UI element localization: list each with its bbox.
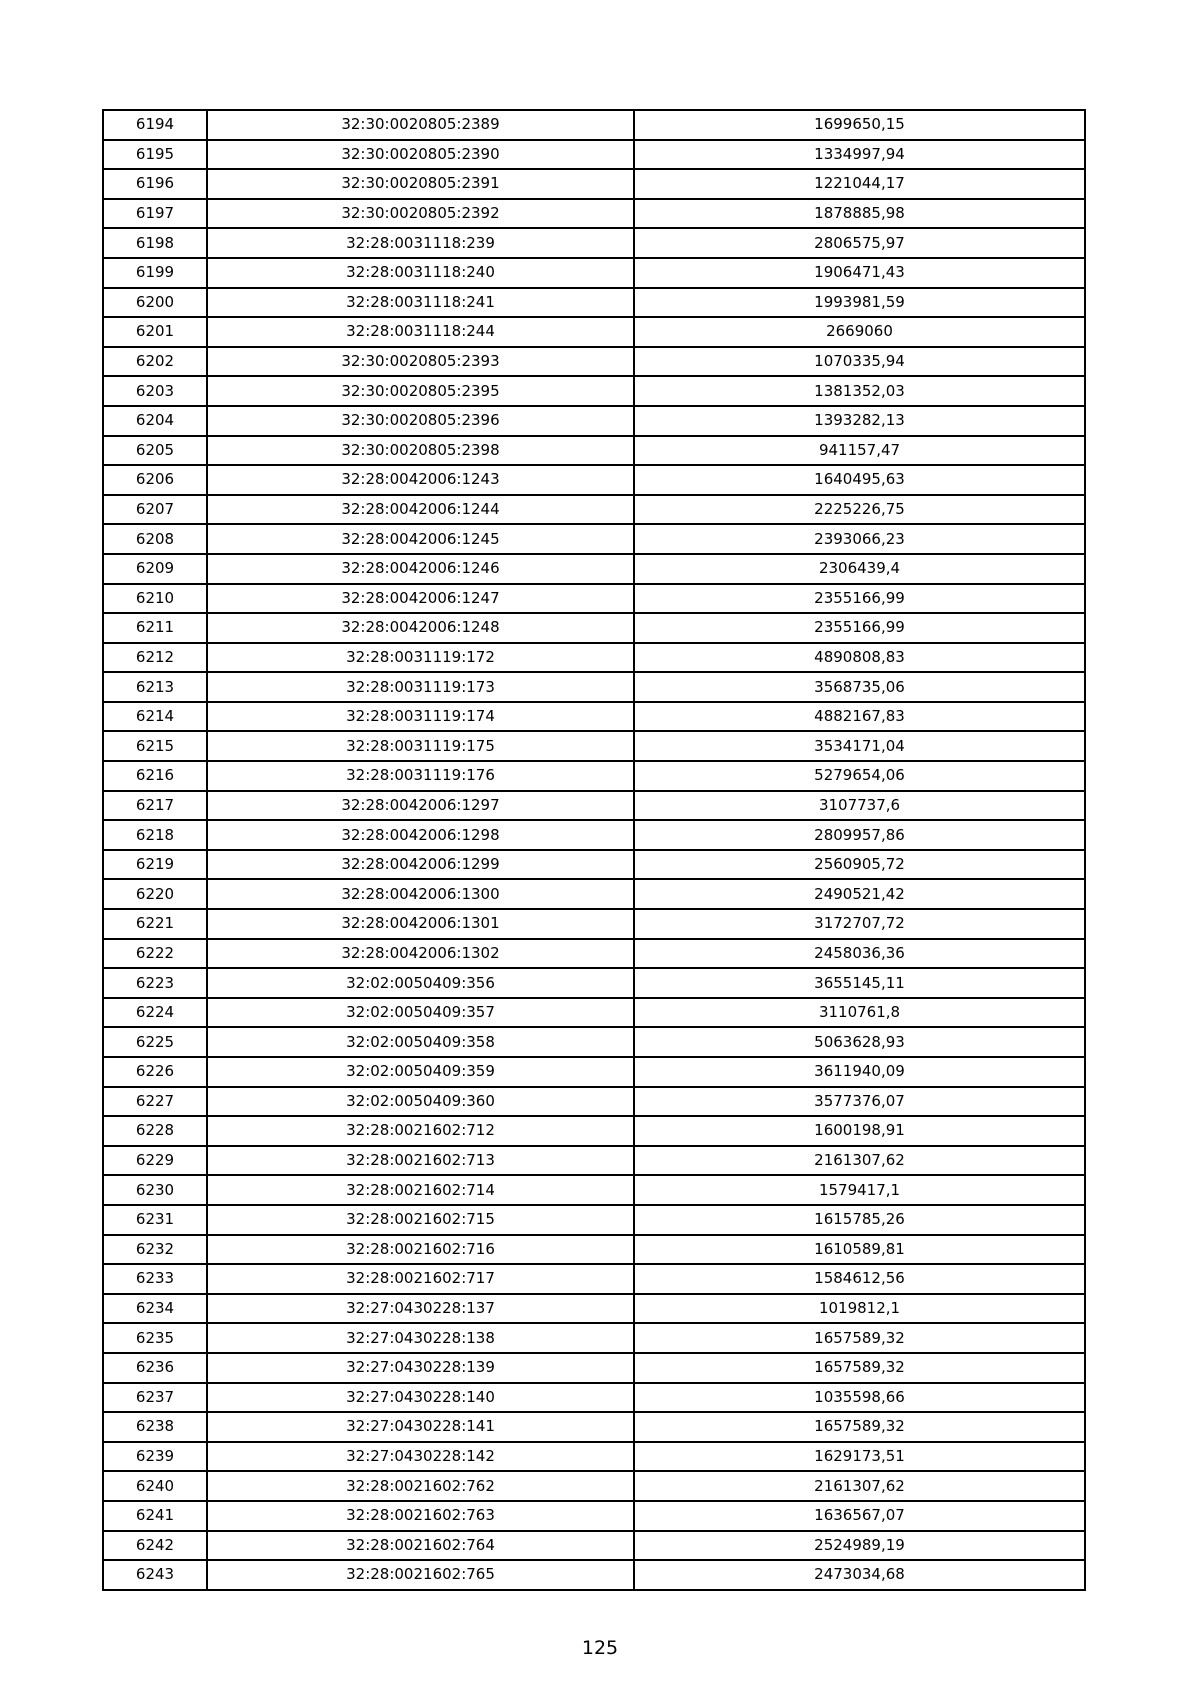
row-number-cell: 6195 (103, 140, 207, 170)
cadastral-number-cell: 32:28:0031119:176 (207, 761, 634, 791)
row-number-cell: 6234 (103, 1294, 207, 1324)
cadastral-number-cell: 32:28:0042006:1243 (207, 465, 634, 495)
table-row (103, 761, 1085, 791)
row-number-cell: 6214 (103, 702, 207, 732)
cadastral-value-cell: 1657589,32 (634, 1353, 1085, 1383)
cadastral-number-cell: 32:27:0430228:137 (207, 1294, 634, 1324)
cadastral-number-cell: 32:28:0042006:1298 (207, 820, 634, 850)
cadastral-value-cell: 3568735,06 (634, 672, 1085, 702)
row-number-cell: 6196 (103, 169, 207, 199)
cadastral-value-cell: 1584612,56 (634, 1264, 1085, 1294)
cadastral-value-cell: 2161307,62 (634, 1146, 1085, 1176)
cadastral-number-cell: 32:27:0430228:138 (207, 1323, 634, 1353)
cadastral-value-cell: 1878885,98 (634, 199, 1085, 229)
cadastral-value-cell: 2473034,68 (634, 1560, 1085, 1590)
row-number-cell: 6235 (103, 1323, 207, 1353)
cadastral-value-cell: 1019812,1 (634, 1294, 1085, 1324)
table-row (103, 1087, 1085, 1117)
cadastral-value-cell: 3110761,8 (634, 998, 1085, 1028)
cadastral-value-cell: 2669060 (634, 317, 1085, 347)
row-number-cell: 6243 (103, 1560, 207, 1590)
row-number-cell: 6230 (103, 1175, 207, 1205)
table-row (103, 436, 1085, 466)
cadastral-number-cell: 32:28:0021602:714 (207, 1175, 634, 1205)
table-row (103, 850, 1085, 880)
row-number-cell: 6209 (103, 554, 207, 584)
cadastral-value-cell: 2490521,42 (634, 879, 1085, 909)
row-number-cell: 6224 (103, 998, 207, 1028)
table-row (103, 939, 1085, 969)
cadastral-value-cell: 1993981,59 (634, 288, 1085, 318)
row-number-cell: 6213 (103, 672, 207, 702)
cadastral-number-cell: 32:28:0021602:764 (207, 1531, 634, 1561)
table-row (103, 1264, 1085, 1294)
table-row (103, 1116, 1085, 1146)
row-number-cell: 6229 (103, 1146, 207, 1176)
table-row (103, 1471, 1085, 1501)
table-row (103, 643, 1085, 673)
cadastral-number-cell: 32:27:0430228:142 (207, 1442, 634, 1472)
table-row (103, 1323, 1085, 1353)
cadastral-value-cell: 1221044,17 (634, 169, 1085, 199)
cadastral-value-cell: 1070335,94 (634, 347, 1085, 377)
cadastral-number-cell: 32:28:0042006:1301 (207, 909, 634, 939)
cadastral-number-cell: 32:28:0042006:1246 (207, 554, 634, 584)
cadastral-number-cell: 32:28:0042006:1245 (207, 524, 634, 554)
row-number-cell: 6239 (103, 1442, 207, 1472)
cadastral-value-cell: 4882167,83 (634, 702, 1085, 732)
row-number-cell: 6207 (103, 495, 207, 525)
cadastral-number-cell: 32:28:0021602:716 (207, 1235, 634, 1265)
row-number-cell: 6199 (103, 258, 207, 288)
cadastral-value-cell: 2355166,99 (634, 584, 1085, 614)
table-row (103, 1057, 1085, 1087)
cadastral-number-cell: 32:02:0050409:357 (207, 998, 634, 1028)
table-row (103, 731, 1085, 761)
cadastral-value-cell: 1393282,13 (634, 406, 1085, 436)
cadastral-number-cell: 32:28:0042006:1244 (207, 495, 634, 525)
cadastral-value-cell: 941157,47 (634, 436, 1085, 466)
table-row (103, 1412, 1085, 1442)
cadastral-value-cell: 2524989,19 (634, 1531, 1085, 1561)
row-number-cell: 6208 (103, 524, 207, 554)
cadastral-number-cell: 32:30:0020805:2392 (207, 199, 634, 229)
cadastral-number-cell: 32:30:0020805:2393 (207, 347, 634, 377)
cadastral-value-cell: 2458036,36 (634, 939, 1085, 969)
cadastral-number-cell: 32:30:0020805:2396 (207, 406, 634, 436)
row-number-cell: 6220 (103, 879, 207, 909)
cadastral-number-cell: 32:27:0430228:140 (207, 1383, 634, 1413)
row-number-cell: 6228 (103, 1116, 207, 1146)
cadastral-number-cell: 32:28:0042006:1300 (207, 879, 634, 909)
row-number-cell: 6212 (103, 643, 207, 673)
table-row (103, 791, 1085, 821)
table-row (103, 1235, 1085, 1265)
cadastral-number-cell: 32:27:0430228:139 (207, 1353, 634, 1383)
cadastral-number-cell: 32:30:0020805:2389 (207, 110, 634, 140)
row-number-cell: 6222 (103, 939, 207, 969)
cadastral-value-cell: 2306439,4 (634, 554, 1085, 584)
cadastral-value-cell: 1636567,07 (634, 1501, 1085, 1531)
cadastral-number-cell: 32:02:0050409:358 (207, 1027, 634, 1057)
cadastral-value-cell: 1610589,81 (634, 1235, 1085, 1265)
cadastral-value-cell: 1640495,63 (634, 465, 1085, 495)
cadastral-value-cell: 1629173,51 (634, 1442, 1085, 1472)
table-row (103, 347, 1085, 377)
row-number-cell: 6202 (103, 347, 207, 377)
cadastral-number-cell: 32:28:0042006:1247 (207, 584, 634, 614)
table-row (103, 199, 1085, 229)
table-row (103, 820, 1085, 850)
page-number: 125 (581, 1637, 619, 1659)
cadastral-value-cell: 1600198,91 (634, 1116, 1085, 1146)
row-number-cell: 6233 (103, 1264, 207, 1294)
row-number-cell: 6223 (103, 968, 207, 998)
table-row (103, 495, 1085, 525)
cadastral-number-cell: 32:28:0031119:172 (207, 643, 634, 673)
cadastral-number-cell: 32:02:0050409:359 (207, 1057, 634, 1087)
cadastral-value-cell: 3172707,72 (634, 909, 1085, 939)
cadastral-value-cell: 1657589,32 (634, 1412, 1085, 1442)
table-row (103, 909, 1085, 939)
table-row (103, 702, 1085, 732)
row-number-cell: 6242 (103, 1531, 207, 1561)
row-number-cell: 6225 (103, 1027, 207, 1057)
row-number-cell: 6236 (103, 1353, 207, 1383)
table-row (103, 258, 1085, 288)
row-number-cell: 6217 (103, 791, 207, 821)
cadastral-number-cell: 32:28:0021602:763 (207, 1501, 634, 1531)
cadastral-number-cell: 32:30:0020805:2395 (207, 376, 634, 406)
cadastral-number-cell: 32:28:0042006:1302 (207, 939, 634, 969)
table-row (103, 1560, 1085, 1590)
table-row (103, 968, 1085, 998)
table-row (103, 554, 1085, 584)
row-number-cell: 6231 (103, 1205, 207, 1235)
cadastral-number-cell: 32:28:0031119:175 (207, 731, 634, 761)
cadastral-number-cell: 32:28:0031118:240 (207, 258, 634, 288)
row-number-cell: 6203 (103, 376, 207, 406)
row-number-cell: 6232 (103, 1235, 207, 1265)
table-row (103, 228, 1085, 258)
cadastral-number-cell: 32:30:0020805:2391 (207, 169, 634, 199)
row-number-cell: 6226 (103, 1057, 207, 1087)
table-row (103, 110, 1085, 140)
cadastral-number-cell: 32:28:0021602:765 (207, 1560, 634, 1590)
row-number-cell: 6200 (103, 288, 207, 318)
row-number-cell: 6221 (103, 909, 207, 939)
cadastral-number-cell: 32:28:0021602:712 (207, 1116, 634, 1146)
table-row (103, 1501, 1085, 1531)
cadastral-value-cell: 1381352,03 (634, 376, 1085, 406)
cadastral-value-cell: 5063628,93 (634, 1027, 1085, 1057)
row-number-cell: 6238 (103, 1412, 207, 1442)
row-number-cell: 6198 (103, 228, 207, 258)
cadastral-number-cell: 32:28:0042006:1299 (207, 850, 634, 880)
row-number-cell: 6219 (103, 850, 207, 880)
cadastral-number-cell: 32:30:0020805:2398 (207, 436, 634, 466)
table-row (103, 169, 1085, 199)
cadastral-value-cell: 1906471,43 (634, 258, 1085, 288)
cadastral-number-cell: 32:02:0050409:356 (207, 968, 634, 998)
row-number-cell: 6240 (103, 1471, 207, 1501)
table-row (103, 879, 1085, 909)
row-number-cell: 6194 (103, 110, 207, 140)
cadastral-number-cell: 32:28:0021602:715 (207, 1205, 634, 1235)
table-row (103, 1146, 1085, 1176)
table-row (103, 465, 1085, 495)
row-number-cell: 6205 (103, 436, 207, 466)
table-row (103, 1531, 1085, 1561)
table-row (103, 1294, 1085, 1324)
cadastral-number-cell: 32:28:0031118:241 (207, 288, 634, 318)
row-number-cell: 6201 (103, 317, 207, 347)
row-number-cell: 6197 (103, 199, 207, 229)
cadastral-value-cell: 2225226,75 (634, 495, 1085, 525)
table-body (103, 110, 1085, 1590)
cadastral-value-cell: 4890808,83 (634, 643, 1085, 673)
table-row (103, 672, 1085, 702)
table-row (103, 140, 1085, 170)
cadastral-value-cell: 3655145,11 (634, 968, 1085, 998)
row-number-cell: 6216 (103, 761, 207, 791)
cadastral-number-cell: 32:28:0021602:762 (207, 1471, 634, 1501)
cadastral-number-cell: 32:27:0430228:141 (207, 1412, 634, 1442)
cadastral-value-table (102, 109, 1086, 1591)
table-row (103, 1205, 1085, 1235)
table-row (103, 1027, 1085, 1057)
row-number-cell: 6211 (103, 613, 207, 643)
cadastral-value-cell: 2560905,72 (634, 850, 1085, 880)
cadastral-value-cell: 1334997,94 (634, 140, 1085, 170)
table-row (103, 1353, 1085, 1383)
cadastral-number-cell: 32:28:0042006:1297 (207, 791, 634, 821)
cadastral-value-cell: 3611940,09 (634, 1057, 1085, 1087)
cadastral-number-cell: 32:28:0031118:239 (207, 228, 634, 258)
cadastral-value-cell: 2809957,86 (634, 820, 1085, 850)
cadastral-value-cell: 3107737,6 (634, 791, 1085, 821)
cadastral-number-cell: 32:30:0020805:2390 (207, 140, 634, 170)
cadastral-value-cell: 1579417,1 (634, 1175, 1085, 1205)
row-number-cell: 6237 (103, 1383, 207, 1413)
cadastral-number-cell: 32:02:0050409:360 (207, 1087, 634, 1117)
table-row (103, 376, 1085, 406)
table-row (103, 1175, 1085, 1205)
row-number-cell: 6218 (103, 820, 207, 850)
cadastral-value-cell: 2393066,23 (634, 524, 1085, 554)
cadastral-value-cell: 5279654,06 (634, 761, 1085, 791)
cadastral-value-cell: 1035598,66 (634, 1383, 1085, 1413)
row-number-cell: 6227 (103, 1087, 207, 1117)
table-row (103, 584, 1085, 614)
cadastral-value-cell: 2161307,62 (634, 1471, 1085, 1501)
cadastral-number-cell: 32:28:0042006:1248 (207, 613, 634, 643)
table-row (103, 406, 1085, 436)
row-number-cell: 6210 (103, 584, 207, 614)
cadastral-value-cell: 1657589,32 (634, 1323, 1085, 1353)
table-row (103, 524, 1085, 554)
cadastral-value-cell: 3577376,07 (634, 1087, 1085, 1117)
row-number-cell: 6204 (103, 406, 207, 436)
row-number-cell: 6206 (103, 465, 207, 495)
cadastral-value-cell: 2355166,99 (634, 613, 1085, 643)
cadastral-number-cell: 32:28:0021602:717 (207, 1264, 634, 1294)
cadastral-value-cell: 3534171,04 (634, 731, 1085, 761)
table-row (103, 1383, 1085, 1413)
table-row (103, 288, 1085, 318)
cadastral-value-cell: 1615785,26 (634, 1205, 1085, 1235)
row-number-cell: 6215 (103, 731, 207, 761)
cadastral-number-cell: 32:28:0031118:244 (207, 317, 634, 347)
table-row (103, 1442, 1085, 1472)
row-number-cell: 6241 (103, 1501, 207, 1531)
cadastral-number-cell: 32:28:0021602:713 (207, 1146, 634, 1176)
cadastral-number-cell: 32:28:0031119:174 (207, 702, 634, 732)
table-row (103, 613, 1085, 643)
cadastral-number-cell: 32:28:0031119:173 (207, 672, 634, 702)
cadastral-value-cell: 2806575,97 (634, 228, 1085, 258)
table-row (103, 998, 1085, 1028)
table-row (103, 317, 1085, 347)
cadastral-value-cell: 1699650,15 (634, 110, 1085, 140)
